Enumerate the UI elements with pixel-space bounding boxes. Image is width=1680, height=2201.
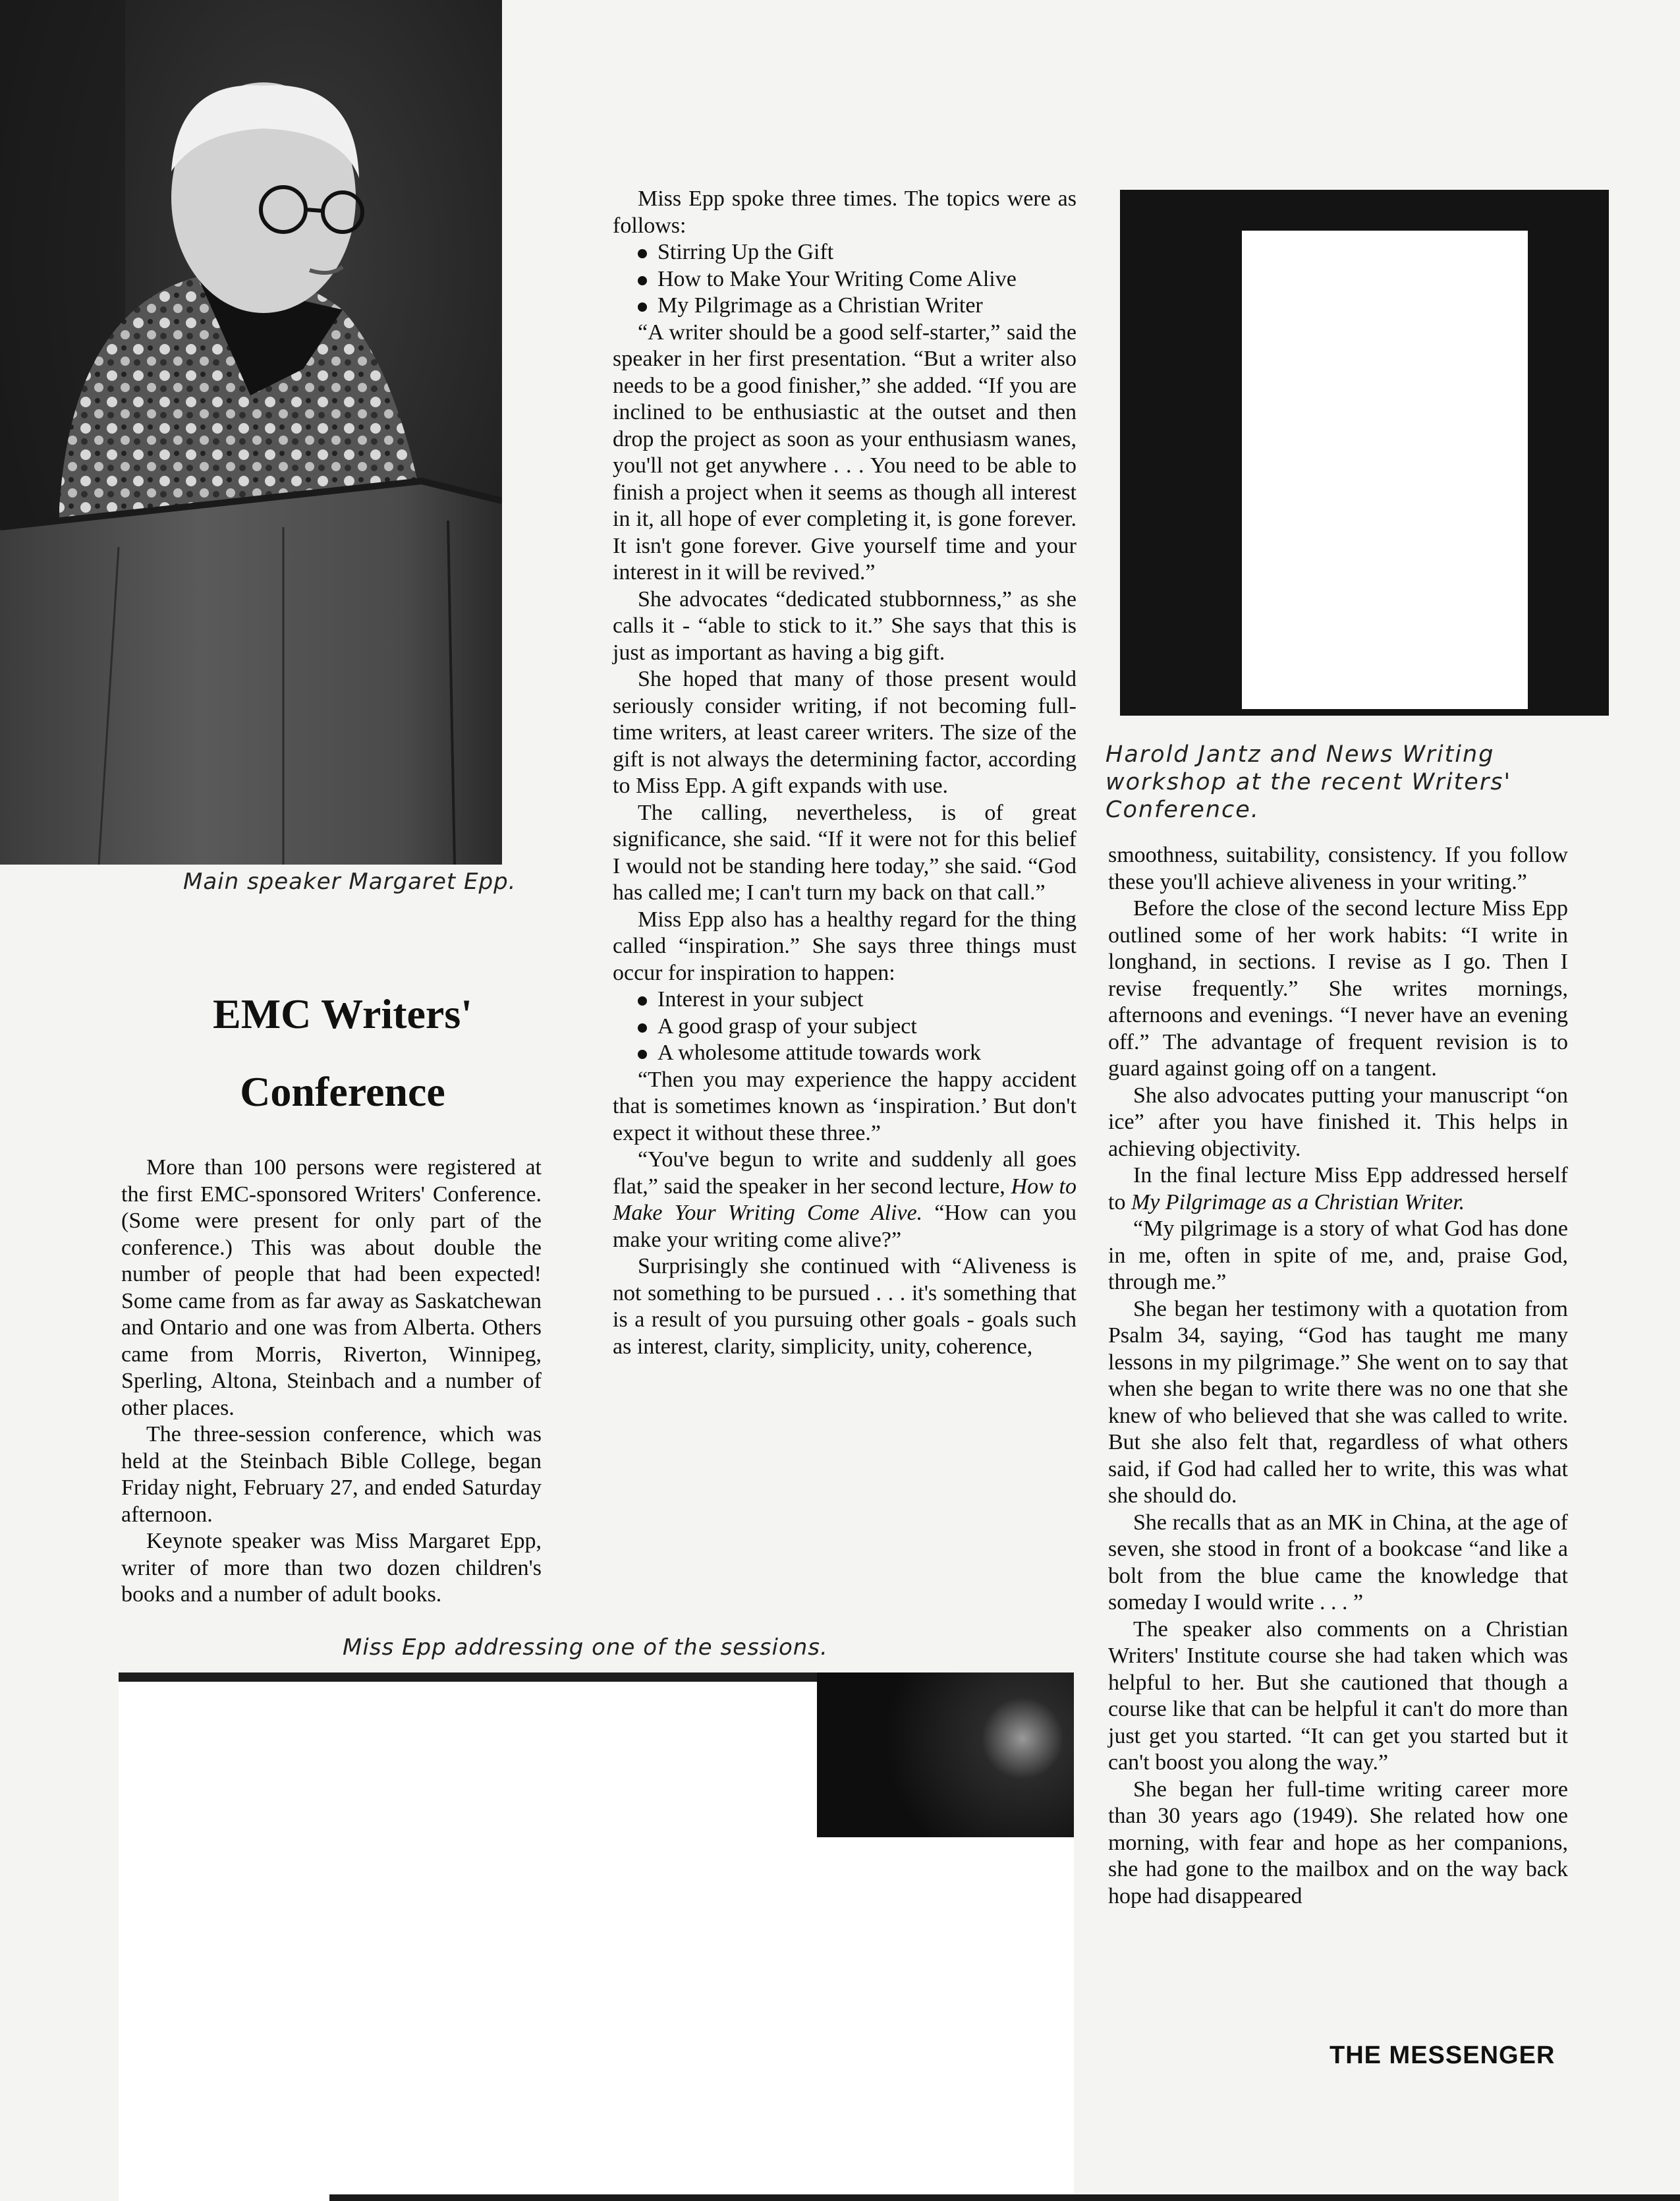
bullet-icon [638, 1023, 647, 1033]
headline-line-1: EMC Writers' [213, 990, 472, 1037]
paragraph: Miss Epp spoke three times. The topics were as follows: [613, 186, 1077, 238]
condition-item: Interest in your subject [613, 986, 1077, 1014]
session-photo-dark-area [817, 1672, 1074, 1837]
paragraph: The calling, nevertheless, is of great significance, she said. “If it were not for this belief I would not be standing here today,” she said. “God has called me; I can't turn my back on that call.” [613, 800, 1077, 905]
paragraph: In the final lecture Miss Epp addressed herself to My Pilgrimage as a Christian Writer. [1108, 1163, 1568, 1215]
article-column-2 [613, 186, 1077, 1360]
paragraph: Surprisingly she continued with “Aliveness is not something to be pursued . . . it's something that is a result of you pursuing other goals - goals such as interest, clarity, simplicity, unity, coherence, [613, 1254, 1077, 1359]
workshop-photo [1120, 190, 1609, 716]
headline-line-2: Conference [240, 1068, 445, 1115]
paragraph: She began her full-time writing career more than 30 years ago (1949). She related how one morning, with fear and hope as her companions, she had gone to the mailbox and on the way back hope had disappeared [1108, 1777, 1568, 1908]
session-photo-top-border [119, 1672, 817, 1682]
paragraph: She also advocates putting your manuscript “on ice” after you have finished it. This helps in achieving objectivity. [1108, 1083, 1568, 1161]
paragraph: Keynote speaker was Miss Margaret Epp, writer of more than two dozen children's books and a number of adult books. [121, 1529, 542, 1607]
speaker-photo-illustration [0, 0, 502, 865]
paragraph: “You've begun to write and suddenly all goes flat,” said the speaker in her second lecture, How to Make Your Writing Come Alive. “How can you make your writing come alive?” [613, 1147, 1077, 1252]
paragraph: She hoped that many of those present would seriously consider writing, if not becoming full-time writers, at least career writers. The size of the gift is not always the determining factor, according to Miss Epp. A gift expands with use. [613, 667, 1077, 798]
lecture-title: How to Make Your Writing Come Alive. [613, 1174, 1077, 1225]
paragraph: She began her testimony with a quotation from Psalm 34, saying, “God has taught me many lessons in my pilgrimage.” She went on to say that when she began to write there was no one that she knew of who believed that she was called to write. But she also felt that, regardless of what others said, if God had called her to write, this was what she should do. [1108, 1296, 1568, 1508]
paragraph: She advocates “dedicated stubbornness,” as she calls it - “able to stick to it.” She says that this is just as important as having a big gift. [613, 586, 1077, 665]
bullet-icon [638, 302, 647, 312]
paragraph: smoothness, suitability, consistency. If you follow these you'll achieve aliveness in your writing.” [1108, 843, 1568, 894]
condition-item: A wholesome attitude towards work [613, 1040, 1077, 1067]
paragraph: The speaker also comments on a Christian Writers' Institute course she had taken which was helpful to her. But she cautioned that though a course like that can be helpful it can't do more than just get you started. “It can get you started but it can't boost you along the way.” [1108, 1616, 1568, 1775]
workshop-photo-blank [1242, 231, 1528, 709]
lecture-title: My Pilgrimage as a Christian Writer. [1131, 1189, 1465, 1215]
paragraph: The three-session conference, which was held at the Steinbach Bible College, began Friday night, February 27, and ended Saturday afternoon. [121, 1422, 542, 1527]
condition-item: A good grasp of your subject [613, 1014, 1077, 1041]
speaker-photo-caption: Main speaker Margaret Epp. [183, 869, 517, 895]
bullet-icon [638, 996, 647, 1006]
article-column-3 [1108, 842, 1568, 1910]
topic-item: Stirring Up the Gift [613, 239, 1077, 266]
article-column-1 [121, 1155, 542, 1609]
bullet-icon [638, 249, 647, 258]
paragraph: Before the close of the second lecture Miss Epp outlined some of her work habits: “I write in longhand, in sections. I revise as I go. Then I revise frequently.” She writes mornings, afternoons and evenings. “I never have an evening off.” The advantage of frequent revision is to guard against going off on a tangent. [1108, 896, 1568, 1081]
article-headline [132, 975, 553, 1131]
speaker-photo [0, 0, 502, 865]
publication-name: THE MESSENGER [1330, 2042, 1555, 2069]
bottom-rule [329, 2194, 1680, 2201]
bullet-icon [638, 276, 647, 285]
paragraph: “My pilgrimage is a story of what God has done in me, often in spite of me, and, praise God, through me.” [1108, 1216, 1568, 1294]
paragraph: “Then you may experience the happy accident that is sometimes known as ‘inspiration.’ But don't expect it without these three.” [613, 1067, 1077, 1145]
paragraph: She recalls that as an MK in China, at the age of seven, she stood in front of a bookcase “and like a bolt from the blue came the knowledge that someday I would write . . . ” [1108, 1510, 1568, 1615]
session-photo-caption: Miss Epp addressing one of the sessions. [343, 1634, 828, 1661]
paragraph: Miss Epp also has a healthy regard for the thing called “inspiration.” She says three things must occur for inspiration to happen: [613, 907, 1077, 985]
bullet-icon [638, 1050, 647, 1059]
topic-item: My Pilgrimage as a Christian Writer [613, 293, 1077, 320]
workshop-photo-caption: Harold Jantz and News Writing workshop at the recent Writers' Conference. [1106, 741, 1512, 823]
topic-item: How to Make Your Writing Come Alive [613, 266, 1077, 293]
paragraph: More than 100 persons were registered at the first EMC-sponsored Writers' Conference. (Some were present for only part of the conference.) This was about double the number of people that had been expected! Some came from as far away as Saskatchewan and Ontario and one was from Alberta. Others came from Morris, Riverton, Winnipeg, Sperling, Altona, Steinbach and a number of other places. [121, 1155, 542, 1420]
paragraph: “A writer should be a good self-starter,” said the speaker in her first presentation. “But a writer also needs to be a good finisher,” she added. “If you are inclined to be enthusiastic at the outset and then drop the project as soon as your enthusiasm wanes, you'll not get anywhere . . . You need to be able to finish a project when it seems as though all interest in it, all hope of ever completing it, is gone forever. It isn't gone forever. Give yourself time and your interest in it will be revived.” [613, 320, 1077, 585]
session-photo [119, 1672, 1074, 2201]
